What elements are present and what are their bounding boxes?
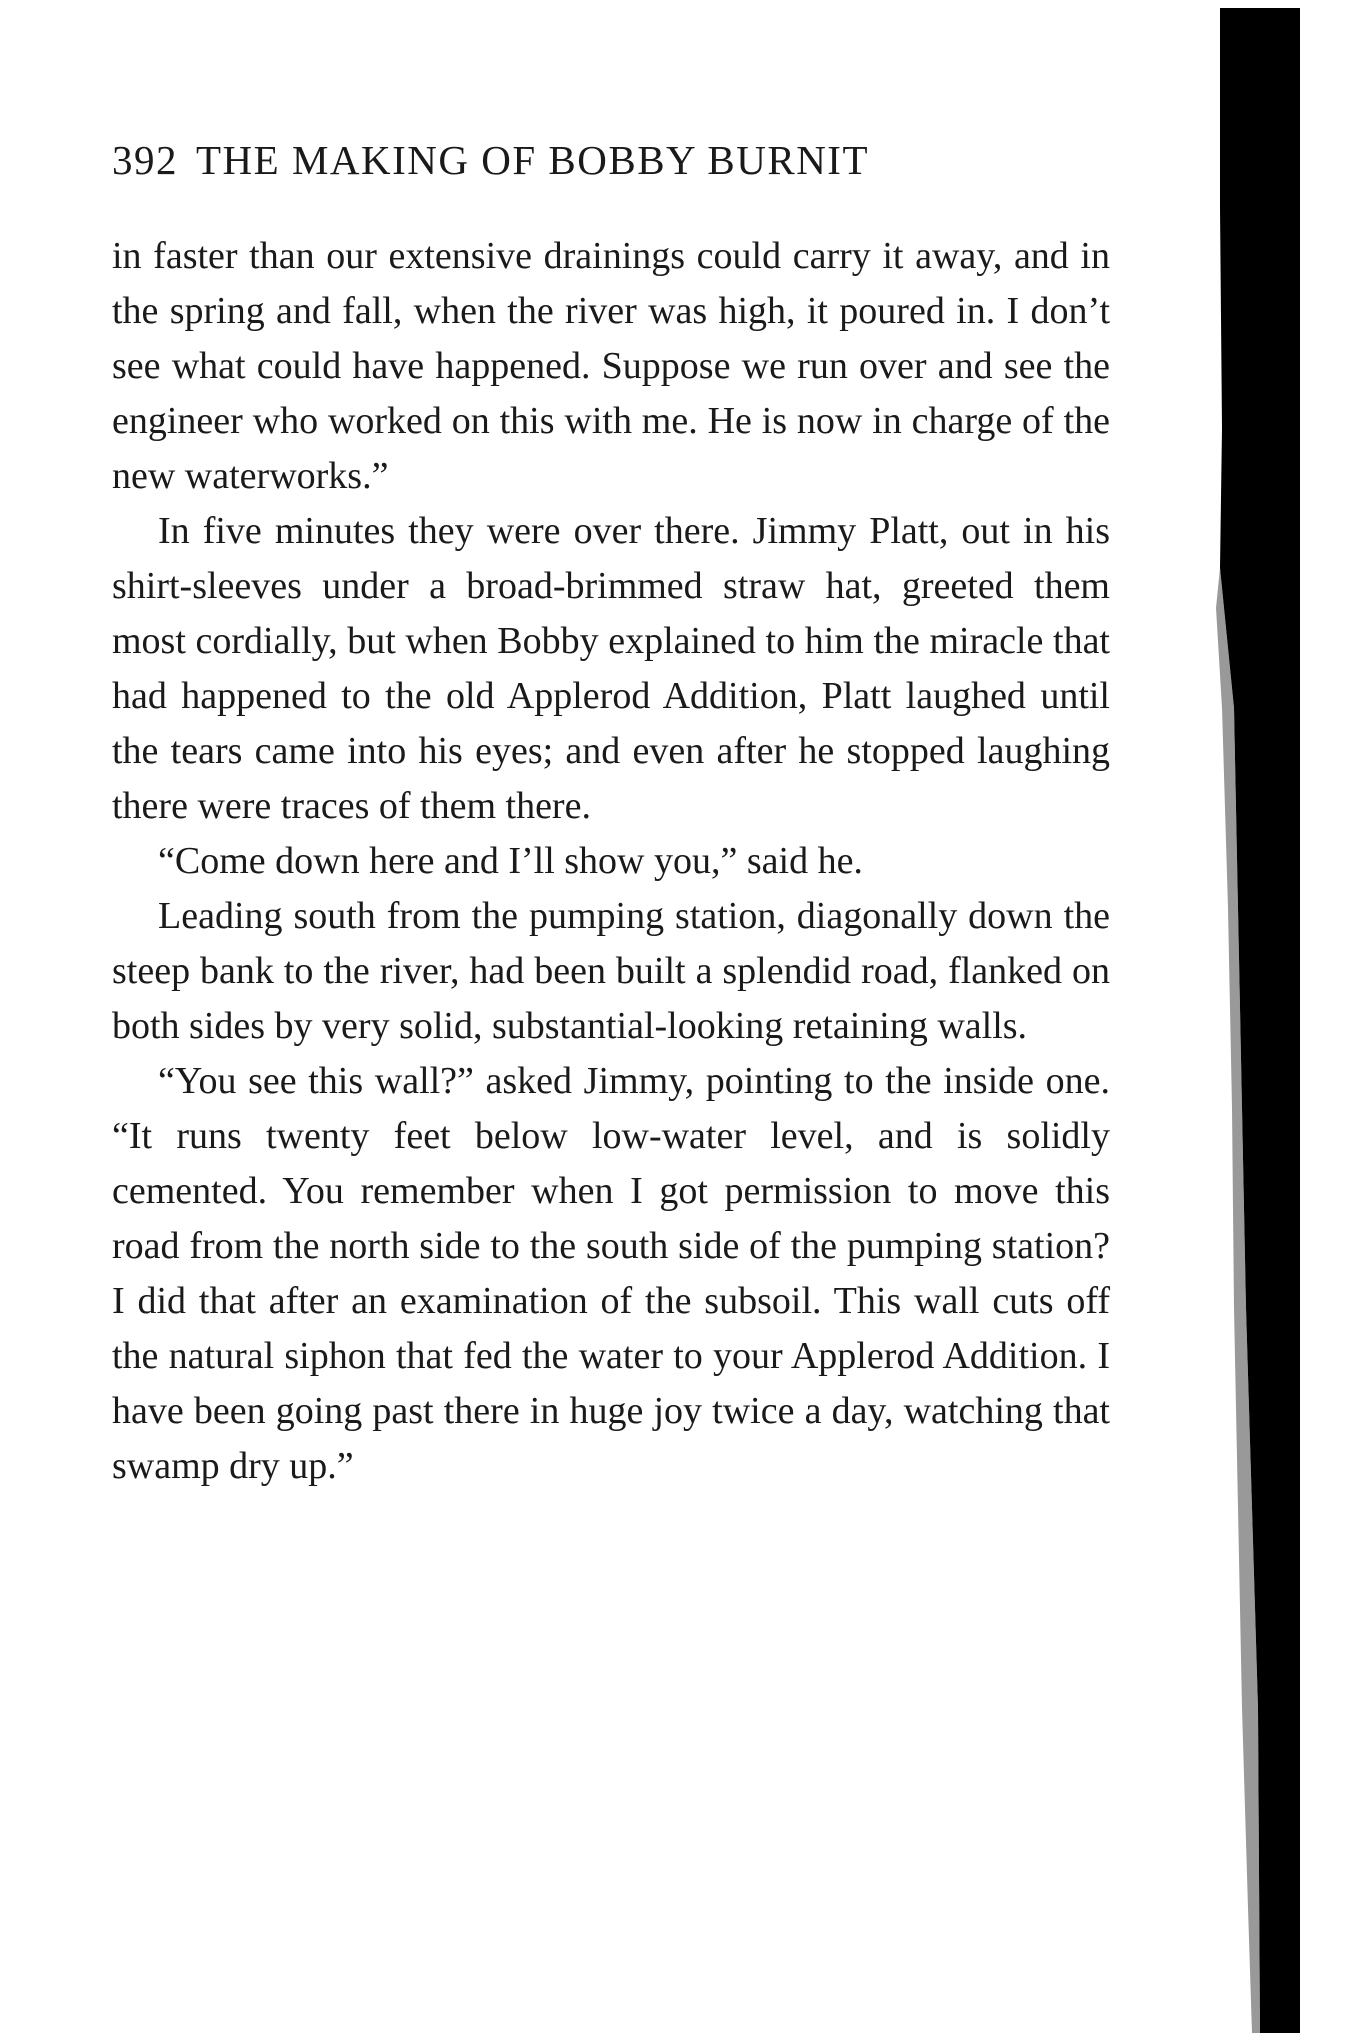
paragraph: In five minutes they were over there. Jimmy Platt, out in his shirt-sleeves under a broad-brimmed straw hat, greeted them most cordially, but when Bobby explained to him the miracle that had happened to the old Applerod Addition, Platt laughed until the tears came into his eyes; and even after he stopped laughing there were traces of them there. xyxy=(112,510,1110,827)
running-header xyxy=(112,136,869,184)
paragraph-continued: in faster than our extensive drainings could carry it away, and in the spring and fall, when the river was high, it poured in. I don’t see what could have happened. Suppose we run over and see the engineer who worked on this with me. He is now in charge of the new waterworks.” xyxy=(112,235,1110,497)
body-text xyxy=(112,229,1110,1494)
binding-shadow xyxy=(1212,8,1300,2033)
binding-shadow-graphic xyxy=(1212,8,1300,2033)
paragraph: Leading south from the pumping station, diagonally down the steep bank to the river, had been built a splendid road, flanked on both sides by very solid, substantial-looking retaining walls. xyxy=(112,895,1110,1047)
page-number: 392 xyxy=(112,137,178,183)
paragraph: “You see this wall?” asked Jimmy, pointing to the inside one. “It runs twenty feet below low-water level, and is solidly cemented. You remember when I got permission to move this road from the north side to the south side of the pumping station? I did that after an examination of the subsoil. This wall cuts off the natural siphon that fed the water to your Applerod Addition. I have been going past there in huge joy twice a day, watching that swamp dry up.” xyxy=(112,1060,1110,1487)
running-title: THE MAKING OF BOBBY BURNIT xyxy=(196,137,869,183)
paragraph: “Come down here and I’ll show you,” said he. xyxy=(158,840,863,882)
